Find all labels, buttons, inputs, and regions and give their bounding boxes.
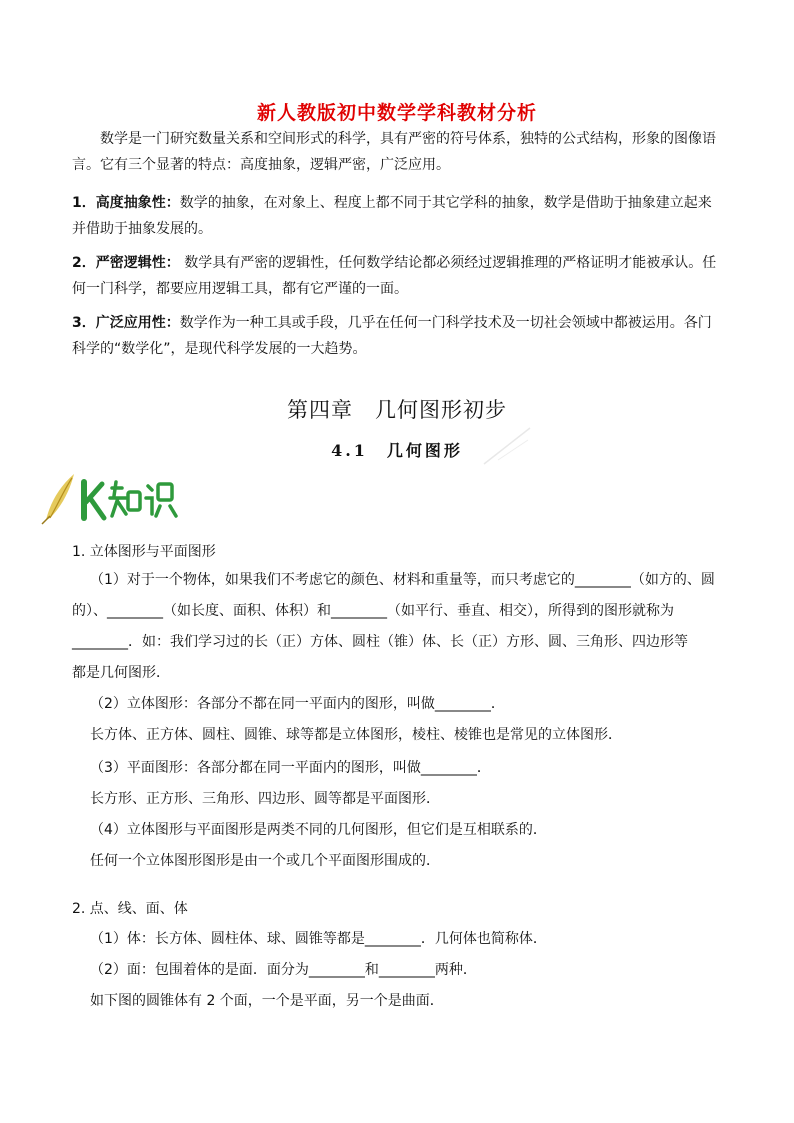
topic-1-heading: 1. 立体图形与平面图形 [72,544,216,560]
topic-1-line: ________．如：我们学习过的长（正）方体、圆柱（锥）体、长（正）方形、圆、三角形、四边形等 [72,634,688,650]
trait-3 [72,310,724,362]
topic-1-line: （4）立体图形与平面图形是两类不同的几何图形，但它们是互相联系的． [90,822,547,838]
topic-1-line: （3）平面图形：各部分都在同一平面内的图形，叫做________． [90,760,491,776]
document-title: 新人教版初中数学学科教材分析 [256,102,537,124]
topic-1-line: （2）立体图形：各部分不都在同一平面内的图形，叫做________． [90,696,505,712]
topic-1-line: 长方体、正方体、圆柱、圆锥、球等都是立体图形，棱柱、棱锥也是常见的立体图形． [90,727,622,743]
topic-1-line: 长方形、正方形、三角形、四边形、圆等都是平面图形． [90,791,440,807]
topic-2-heading: 2. 点、线、面、体 [72,901,188,917]
topic-1-line: 都是几何图形． [72,665,170,681]
topic-1-line: 的）、________（如长度、面积、体积）和________（如平行、垂直、相交），所得到的图形就称为 [72,603,674,619]
trait-1 [72,190,724,242]
section-title: 4.1 几何图形 [331,441,463,460]
topic-2-line: （2）面：包围着体的是面．面分为________和________两种． [90,962,477,978]
logo-k-letter [84,482,104,518]
topic-1-line: 任何一个立体图形图形是由一个或几个平面图形围成的． [90,853,440,869]
trait-2-label: 2．严密逻辑性： [72,255,180,271]
trait-3-text: 数学作为一种工具或手段，几乎在任何一门科学技术及一切社会领域中都被运用。各门科学的“数学化”，是现代科学发展的一大趋势。 [72,315,712,357]
chapter-title: 第四章 几何图形初步 [287,398,507,422]
topic-1-line: （1）对于一个物体，如果我们不考虑它的颜色、材料和重量等，而只考虑它的________（如方的、圆 [90,572,715,588]
logo-shi-glyph [146,484,176,516]
trait-1-text: 数学的抽象，在对象上、程度上都不同于其它学科的抽象，数学是借助于抽象建立起来并借助于抽象发展的。 [72,195,712,237]
logo-zhi-glyph [110,482,140,516]
topic-2-line: 如下图的圆锥体有 2 个面，一个是平面，另一个是曲面． [90,993,444,1009]
trait-1-label: 1．高度抽象性： [72,195,180,211]
trait-2-text: 数学具有严密的逻辑性，任何数学结论都必须经过逻辑推理的严格证明才能被承认。任何一门科学，都要应用逻辑工具，都有它严谨的一面。 [72,255,717,297]
trait-2 [72,250,724,302]
feather-quill-icon [42,474,74,524]
intro-paragraph: 数学是一门研究数量关系和空间形式的科学，具有严密的符号体系，独特的公式结构，形象的图像语言。它有三个显著的特点：高度抽象，逻辑严密，广泛应用。 [72,131,716,173]
trait-3-label: 3．广泛应用性： [72,315,180,331]
knowledge-logo [36,468,186,526]
faint-watermark-icon [478,420,538,470]
topic-2-line: （1）体：长方体、圆柱体、球、圆锥等都是________．几何体也简称体． [90,931,547,947]
